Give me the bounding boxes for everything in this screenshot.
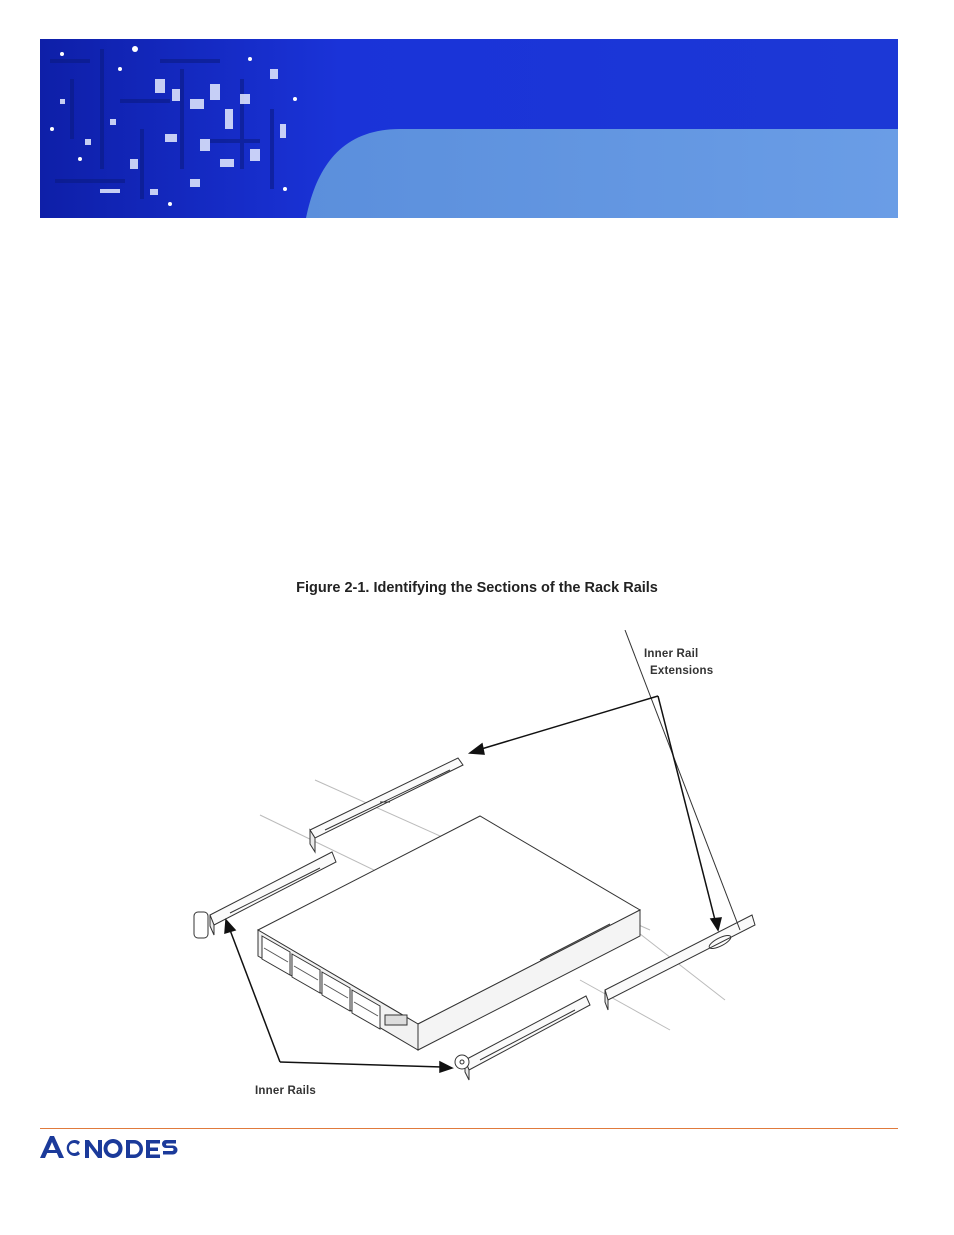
label-inner-rail: Inner Rail — [644, 648, 699, 660]
header-banner — [40, 39, 898, 218]
label-extensions: Extensions — [650, 665, 714, 677]
inner-rail-extension-right — [605, 630, 755, 1010]
figure-caption: Figure 2-1. Identifying the Sections of the Rack Rails — [296, 580, 658, 596]
acnodes-logo — [40, 1132, 200, 1160]
footer-divider — [40, 1128, 898, 1129]
label-inner-rails: Inner Rails — [255, 1085, 316, 1097]
circuit-board-image — [40, 39, 898, 218]
rack-rails-diagram — [180, 630, 780, 1110]
